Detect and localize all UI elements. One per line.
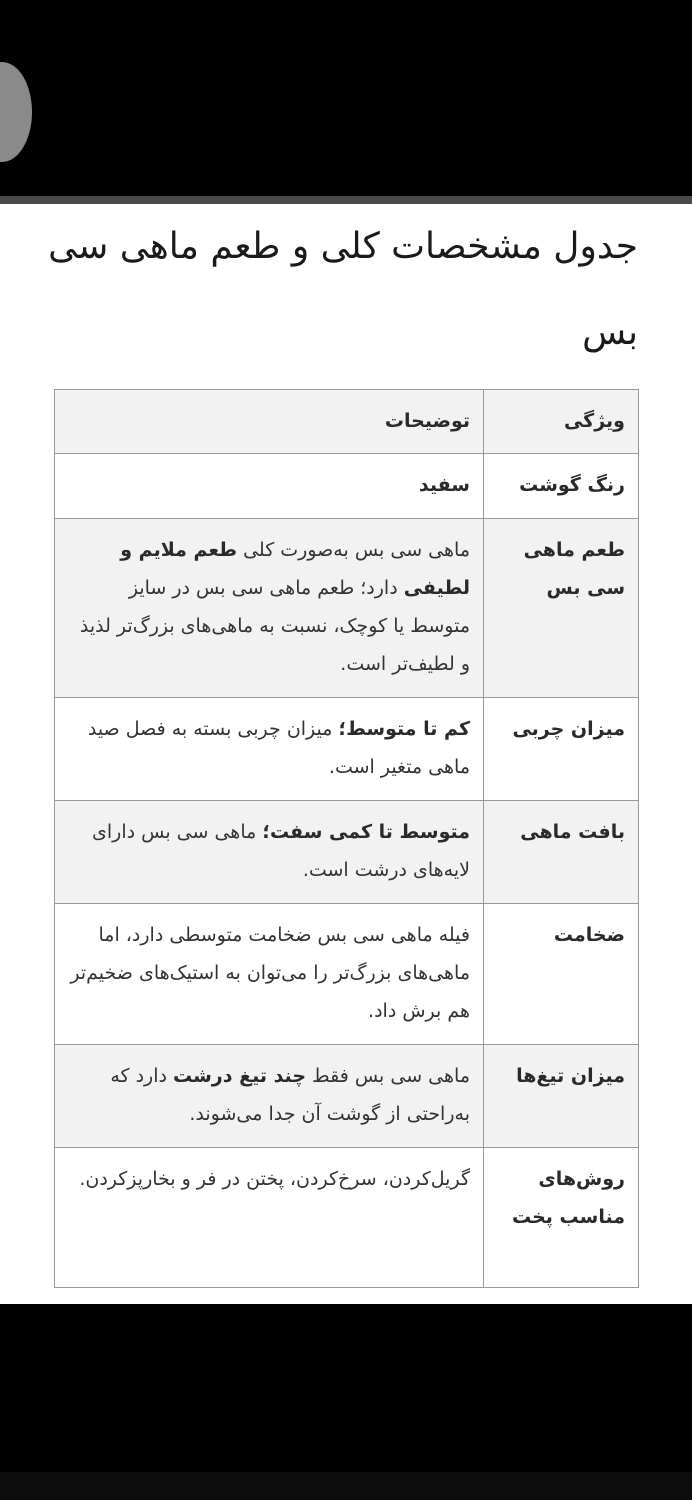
table-row [55,904,639,1045]
top-overlay-bar [0,0,692,196]
row-feature: روش‌های مناسب پخت [484,1148,639,1288]
spec-table [54,389,639,1288]
floating-bubble-icon[interactable] [0,62,32,162]
table-row [55,454,639,519]
table-row [55,1148,639,1288]
table-header-row [55,390,639,454]
row-feature: طعم ماهی سی بس [484,519,639,698]
separator-line [0,196,692,204]
table-row [55,1045,639,1148]
header-description: توضیحات [55,390,484,454]
row-description: فیله ماهی سی بس ضخامت متوسطی دارد، اما ماهی‌های بزرگ‌تر را می‌توان به استیک‌های ضخیم‌تر هم برش داد. [55,904,484,1045]
article-content [0,204,692,1304]
row-description: ماهی سی بس فقط چند تیغ درشت دارد که به‌راحتی از گوشت آن جدا می‌شوند. [55,1045,484,1148]
row-feature: میزان تیغ‌ها [484,1045,639,1148]
page-title: جدول مشخصات کلی و طعم ماهی سی بس [48,226,638,353]
row-description: سفید [55,454,484,519]
table-row [55,801,639,904]
row-feature: ضخامت [484,904,639,1045]
bottom-overlay-bar [0,1304,692,1500]
row-description: کم تا متوسط؛ میزان چربی بسته به فصل صید ماهی متغیر است. [55,698,484,801]
row-feature: میزان چربی [484,698,639,801]
row-feature: بافت ماهی [484,801,639,904]
row-description: ماهی سی بس به‌صورت کلی طعم ملایم و لطیفی دارد؛ طعم ماهی سی بس در سایز متوسط یا کوچک، نسبت به ماهی‌های بزرگ‌تر لذیذ و لطیف‌تر است. [55,519,484,698]
row-feature: رنگ گوشت [484,454,639,519]
table-row [55,698,639,801]
row-description: گریل‌کردن، سرخ‌کردن، پختن در فر و بخارپزکردن. [55,1148,484,1288]
header-feature: ویژگی [484,390,639,454]
row-description: متوسط تا کمی سفت؛ ماهی سی بس دارای لایه‌های درشت است. [55,801,484,904]
system-nav-bar [0,1472,692,1500]
table-row [55,519,639,698]
